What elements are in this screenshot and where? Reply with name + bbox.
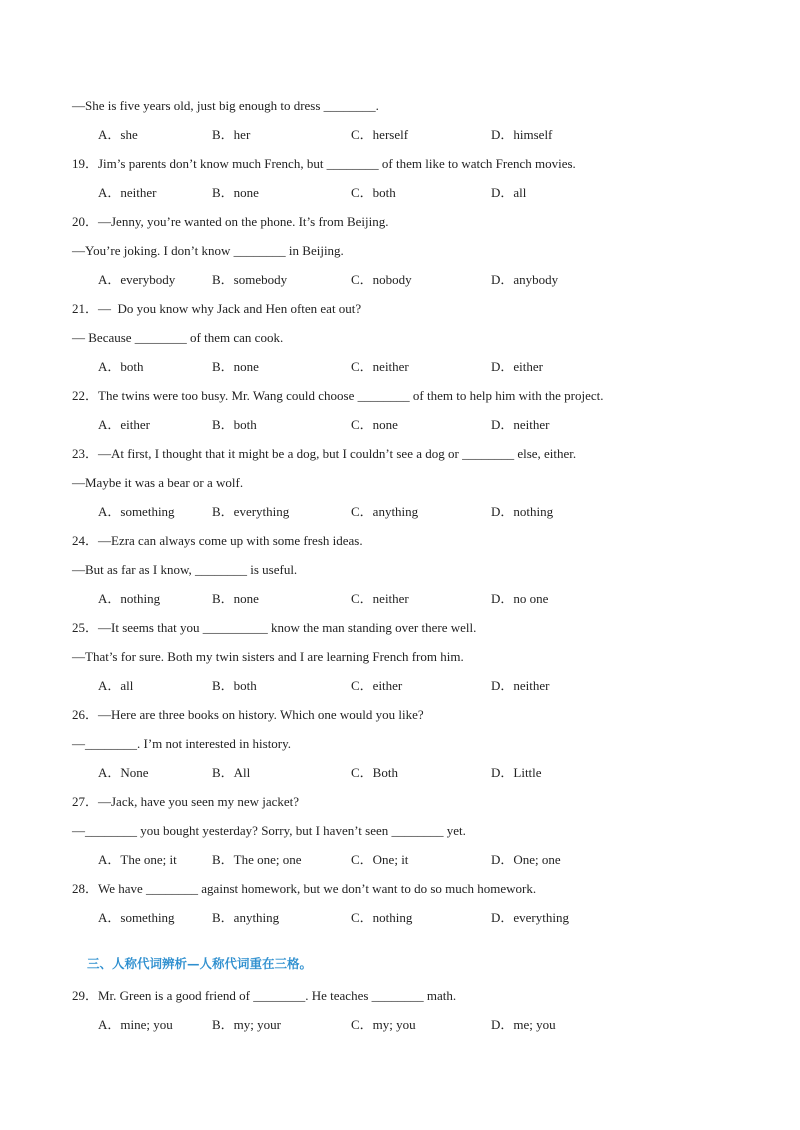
option-a: A．mine; you [98, 1017, 173, 1032]
option-row [0, 678, 800, 694]
question-26: 26．—Here are three books on history. Which one would you like? [72, 707, 424, 722]
option-a: A．The one; it [98, 852, 177, 867]
option-row [0, 185, 800, 201]
option-c: C．One; it [351, 852, 409, 867]
option-b: B．The one; one [212, 852, 302, 867]
option-a: A．something [98, 910, 175, 925]
option-b: B．somebody [212, 272, 288, 287]
question-line: —She is five years old, just big enough to dress ________. [72, 98, 379, 113]
option-d: D．either [491, 359, 543, 374]
option-b: B．none [212, 591, 259, 606]
option-b: B．everything [212, 504, 290, 519]
option-b: B．none [212, 185, 259, 200]
option-b: B．none [212, 359, 259, 374]
option-b: B．my; your [212, 1017, 281, 1032]
option-row [0, 1017, 800, 1033]
option-d: D．One; one [491, 852, 561, 867]
option-d: D．me; you [491, 1017, 556, 1032]
option-d: D．everything [491, 910, 569, 925]
option-a: A．neither [98, 185, 157, 200]
option-row [0, 127, 800, 143]
option-c: C．anything [351, 504, 419, 519]
option-a: A．None [98, 765, 149, 780]
option-row [0, 852, 800, 868]
option-d: D．Little [491, 765, 542, 780]
question-line: —________. I’m not interested in history. [72, 736, 292, 751]
question-25: 25．—It seems that you __________ know the man standing over there well. [72, 620, 477, 635]
option-c: C．my; you [351, 1017, 416, 1032]
option-b: B．All [212, 765, 251, 780]
option-c: C．Both [351, 765, 398, 780]
option-d: D．neither [491, 417, 550, 432]
option-c: C．nothing [351, 910, 413, 925]
question-line: —That’s for sure. Both my twin sisters and I are learning French from him. [72, 649, 464, 664]
option-row [0, 591, 800, 607]
question-29: 29．Mr. Green is a good friend of ________. He teaches ________ math. [72, 988, 457, 1003]
option-d: D．all [491, 185, 527, 200]
question-24: 24．—Ezra can always come up with some fresh ideas. [72, 533, 363, 548]
option-c: C．neither [351, 591, 409, 606]
option-row [0, 910, 800, 926]
option-b: B．both [212, 678, 257, 693]
question-21: 21．— Do you know why Jack and Hen often eat out? [72, 301, 362, 316]
option-a: A．all [98, 678, 134, 693]
option-row [0, 765, 800, 781]
option-row [0, 359, 800, 375]
question-line: — Because ________ of them can cook. [72, 330, 284, 345]
option-row [0, 417, 800, 433]
option-a: A．everybody [98, 272, 176, 287]
option-c: C．none [351, 417, 398, 432]
option-a: A．she [98, 127, 138, 142]
section-heading: 三、人称代词辨析—人称代词重在三格。 [87, 956, 313, 971]
question-27: 27．—Jack, have you seen my new jacket? [72, 794, 300, 809]
option-c: C．either [351, 678, 403, 693]
question-19: 19．Jim’s parents don’t know much French, but ________ of them like to watch French movies. [72, 156, 576, 171]
option-d: D．himself [491, 127, 553, 142]
option-b: B．her [212, 127, 251, 142]
option-a: A．either [98, 417, 150, 432]
question-28: 28．We have ________ against homework, but we don’t want to do so much homework. [72, 881, 537, 896]
question-20: 20．—Jenny, you’re wanted on the phone. It’s from Beijing. [72, 214, 389, 229]
question-line: —You’re joking. I don’t know ________ in Beijing. [72, 243, 344, 258]
option-a: A．both [98, 359, 144, 374]
question-line: —Maybe it was a bear or a wolf. [72, 475, 244, 490]
option-b: B．anything [212, 910, 280, 925]
option-d: D．no one [491, 591, 549, 606]
option-c: C．both [351, 185, 396, 200]
option-d: D．neither [491, 678, 550, 693]
option-b: B．both [212, 417, 257, 432]
question-23: 23．—At first, I thought that it might be a dog, but I couldn’t see a dog or ________ else, either. [72, 446, 577, 461]
option-c: C．neither [351, 359, 409, 374]
question-line: —But as far as I know, ________ is useful. [72, 562, 298, 577]
option-c: C．nobody [351, 272, 412, 287]
question-line: —________ you bought yesterday? Sorry, but I haven’t seen ________ yet. [72, 823, 466, 838]
option-d: D．anybody [491, 272, 559, 287]
option-row [0, 504, 800, 520]
option-d: D．nothing [491, 504, 554, 519]
option-a: A．nothing [98, 591, 161, 606]
option-c: C．herself [351, 127, 409, 142]
option-row [0, 272, 800, 288]
question-22: 22．The twins were too busy. Mr. Wang could choose ________ of them to help him with the project. [72, 388, 604, 403]
option-a: A．something [98, 504, 175, 519]
